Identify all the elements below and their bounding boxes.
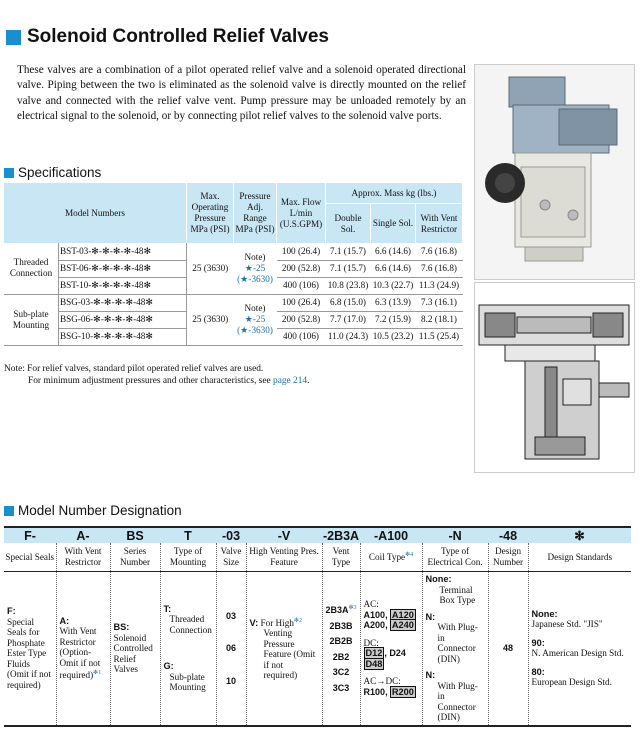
vent-value: 3C3 [332, 682, 350, 693]
coil-code-boxed: D12 [365, 648, 383, 659]
size-value: 10 [225, 675, 236, 686]
adj-value: ★-25 [244, 314, 266, 324]
code-row [4, 527, 631, 543]
page-title-block [6, 26, 329, 48]
flow: 100 (26.4) [277, 243, 326, 260]
option-text: Solenoid Controlled Relief Valves [113, 632, 153, 674]
mounting-cell [160, 572, 216, 726]
design-standards-cell [528, 572, 631, 726]
coil-ac-line-2 [364, 620, 419, 631]
option-text: Japanese Std. "JIS" [531, 619, 603, 630]
option-text: N. American Design Std. [531, 648, 624, 659]
vent-value-line [326, 603, 357, 616]
design-number-cell [488, 572, 528, 726]
group-label: Sub-plate Mounting [4, 294, 59, 345]
model-designation-heading [4, 503, 182, 518]
option-text: With Plug-in Connector (DIN) [437, 622, 478, 664]
note-line-1: Note: For relief valves, standard pilot operated relief valves are used. [4, 364, 264, 374]
coil-code-boxed: R200 [391, 686, 414, 697]
option-code: 90: [531, 637, 545, 648]
spec-header-single: Single Sol. [371, 204, 416, 244]
option-code: N: [425, 611, 436, 622]
adj-psi: (★-3630) [237, 325, 273, 335]
high-venting-cell [246, 572, 322, 726]
column-header [360, 543, 422, 572]
mass-vent: 7.3 (16.1) [416, 294, 463, 311]
code-cell: F- [4, 527, 56, 543]
vent-sup: ✻3 [348, 605, 357, 612]
mass-vent: 11.3 (24.9) [416, 277, 463, 294]
option-sup: ✻2 [293, 617, 302, 624]
spec-note [4, 363, 309, 387]
mass-double: 7.1 (15.7) [326, 260, 371, 277]
adj-psi: (★-3630) [237, 273, 273, 284]
code-cell: -V [246, 527, 322, 543]
detail-row [4, 572, 631, 726]
table-row [4, 294, 463, 311]
vent-type-cell [322, 572, 360, 726]
valve-size-cell [216, 572, 246, 726]
model-number: BSG-10-✻-✻-✻-✻-48✻ [59, 328, 187, 345]
mass-single: 6.6 (14.6) [371, 243, 416, 260]
option-code-line [60, 616, 107, 627]
vent-value: 3C2 [332, 667, 350, 678]
model-designation-heading-label: Model Number Designation [18, 503, 182, 518]
code-cell: -03 [216, 527, 246, 543]
option-text-a: For High [260, 617, 294, 628]
spec-header-vent: With Vent Restrictor [416, 204, 463, 244]
column-header: Type of Electrical Con. [422, 543, 488, 572]
coil-code: A100, [363, 609, 388, 620]
coil-type-label: Coil Type [368, 552, 406, 563]
size-value: 03 [225, 610, 236, 621]
mass-double: 10.8 (23.8) [326, 277, 371, 294]
option-code: None: [531, 608, 558, 619]
coil-ac-label: AC: [363, 599, 379, 610]
option-text: Terminal Box Type [439, 584, 476, 605]
option-text: Venting Pressure Feature (Omit if not required) [263, 628, 316, 681]
table-row [4, 243, 463, 260]
size-value: 06 [225, 643, 236, 653]
group-label: Threaded Connection [4, 243, 59, 294]
mass-vent: 7.6 (16.8) [416, 260, 463, 277]
code-cell: -48 [488, 527, 528, 543]
coil-code: , D24 [384, 648, 406, 659]
mass-double: 7.7 (17.0) [326, 311, 371, 328]
spec-header-double: Double Sol. [326, 204, 371, 244]
option-code: F: [7, 606, 16, 617]
adj-range [234, 243, 277, 294]
code-cell: -N [422, 527, 488, 543]
option-text: European Design Std. [531, 677, 612, 688]
flow: 200 (52.8) [277, 260, 326, 277]
option-code: N: [425, 670, 436, 680]
mass-double: 7.1 (15.7) [326, 243, 371, 260]
flow: 100 (26.4) [277, 294, 326, 311]
code-cell: -2B3A [322, 528, 360, 543]
column-header: Special Seals [4, 543, 56, 572]
option-code: 80: [531, 666, 545, 677]
column-header: With Vent Restrictor [56, 543, 110, 572]
coil-sup: ✻4 [405, 552, 414, 559]
code-cell: ✻ [528, 527, 631, 543]
coil-dc-label: DC: [363, 637, 379, 648]
max-pressure: 25 (3630) [187, 294, 234, 345]
option-text: Threaded Connection [169, 614, 212, 635]
mass-vent: 7.6 (16.8) [416, 243, 463, 260]
model-number: BSG-06-✻-✻-✻-✻-48✻ [59, 311, 187, 328]
column-header: Design Standards [528, 543, 631, 572]
coil-code-boxed: D48 [365, 658, 383, 669]
column-header: Vent Type [322, 543, 360, 572]
option-code: None: [425, 574, 452, 584]
model-number: BST-06-✻-✻-✻-✻-48✻ [59, 260, 187, 277]
adj-value: ★-25 [244, 262, 266, 273]
coil-code: R100, [363, 686, 388, 697]
option-code: A: [59, 615, 70, 626]
design-number-value: 48 [503, 643, 514, 653]
column-header: Design Number [488, 543, 528, 572]
option-code: BS: [113, 622, 130, 632]
flow: 400 (106) [277, 277, 326, 294]
vent-value: 2B3B [329, 620, 353, 631]
mass-vent: 11.5 (25.4) [416, 328, 463, 345]
intro-paragraph: These valves are a combination of a pilot operated relief valve and a solenoid operated directional valve. Piping between the two is eliminated as the solenoid valve is directly mounted on the relief valve and connected with the relief valve vent. Pump pressure may be unloaded remotely by an electrical signal to the solenoid, or by connecting pilot relief valves to the solenoid valve ports. [17, 64, 466, 122]
spec-header-mass: Approx. Mass kg (lbs.) [326, 183, 463, 204]
mass-single: 10.5 (23.2) [371, 328, 416, 345]
series-cell [110, 572, 160, 726]
mass-vent: 8.2 (18.1) [416, 311, 463, 328]
mass-single: 7.2 (15.9) [371, 311, 416, 328]
spec-header-adj-range: Pressure Adj. Range MPa (PSI) [234, 183, 277, 243]
special-seals-cell [4, 572, 56, 726]
model-designation-table [4, 526, 631, 727]
adj-note: Note) [244, 251, 266, 262]
coil-dc-line-2 [364, 659, 419, 670]
electrical-con-cell [422, 572, 488, 726]
column-header: High Venting Pres. Feature [246, 543, 322, 572]
page-title: Solenoid Controlled Relief Valves [27, 26, 329, 47]
option-line [250, 616, 319, 629]
flow: 200 (52.8) [277, 311, 326, 328]
mass-single: 6.3 (13.9) [371, 294, 416, 311]
spec-header-max-pressure: Max. Operating Pressure MPa (PSI) [187, 183, 234, 243]
code-cell: BS [110, 527, 160, 543]
adj-note: Note) [244, 303, 266, 313]
coil-code-boxed: A120 [391, 609, 414, 620]
option-text: Sub-plate Mounting [169, 671, 206, 693]
mass-single: 6.6 (14.6) [371, 260, 416, 277]
title-marker [6, 30, 21, 45]
spec-header-max-flow: Max. Flow L/min (U.S.GPM) [277, 183, 326, 243]
column-header: Series Number [110, 543, 160, 572]
option-sup: ✻1 [93, 670, 102, 677]
adj-range [234, 294, 277, 345]
vent-value: 2B2 [332, 651, 350, 662]
note-line-2-end: . [307, 376, 310, 386]
option-text: Special Seals for Phosphate Ester Type Fluids (Omit if not required) [7, 616, 51, 690]
note-line-2-text: For minimum adjustment pressures and other characteristics, see [28, 376, 271, 386]
code-cell: -A100 [360, 527, 422, 543]
valve-photo [474, 64, 635, 280]
column-header: Type of Mounting [160, 543, 216, 572]
vent-restrictor-cell [56, 572, 110, 726]
option-text-value: With Vent Restrictor (Option- Omit if not required) [59, 626, 101, 681]
note-line-2 [4, 375, 309, 387]
spec-header-model: Model Numbers [4, 183, 187, 243]
max-pressure: 25 (3630) [187, 243, 234, 294]
option-code: T: [163, 603, 172, 614]
vent-value: 2B2B [329, 636, 353, 647]
mass-single: 10.3 (22.7) [371, 277, 416, 294]
option-code: G: [163, 661, 174, 672]
heading-marker [4, 506, 14, 516]
heading-marker [4, 168, 14, 178]
specifications-heading [4, 165, 101, 180]
flow: 400 (106) [277, 328, 326, 345]
model-number: BST-10-✻-✻-✻-✻-48✻ [59, 277, 187, 294]
option-text: With Plug-in Connector (DIN) [437, 680, 478, 722]
code-cell: T [160, 527, 216, 543]
column-header: Valve Size [216, 543, 246, 572]
mass-double: 6.8 (15.0) [326, 294, 371, 311]
specifications-heading-label: Specifications [18, 165, 102, 180]
specifications-table [4, 183, 463, 346]
code-cell: A- [56, 527, 110, 543]
model-number: BST-03-✻-✻-✻-✻-48✻ [59, 243, 187, 260]
model-number: BSG-03-✻-✻-✻-✻-48✻ [59, 294, 187, 311]
coil-acdc-label: AC→DC: [363, 676, 401, 687]
vent-value: 2B3A [325, 605, 349, 616]
coil-type-cell [360, 572, 422, 726]
option-code: V: [249, 617, 259, 628]
page-link[interactable]: page 214 [273, 376, 308, 386]
header-row [4, 543, 631, 572]
mass-double: 11.0 (24.3) [326, 328, 371, 345]
coil-code: A200, [363, 620, 388, 631]
coil-acdc-line [364, 687, 419, 698]
coil-code-boxed: A240 [391, 620, 414, 631]
sectional-drawing [474, 282, 635, 473]
option-text [60, 626, 107, 681]
